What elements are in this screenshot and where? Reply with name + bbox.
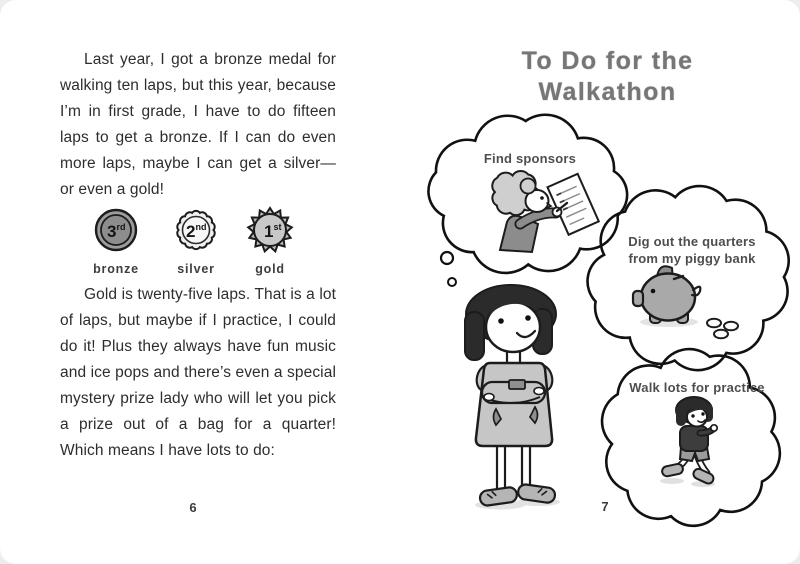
medal-label-gold: gold <box>255 262 285 276</box>
bubble-label-piggy-bank-line-1: Dig out the quarters <box>628 234 756 249</box>
hair-side <box>676 406 686 426</box>
cuff <box>509 380 525 389</box>
bubble-label-piggy-bank <box>602 233 782 267</box>
quarter-coin <box>724 322 738 331</box>
eye <box>691 414 694 417</box>
eye <box>701 412 704 415</box>
hand <box>484 394 494 401</box>
eye <box>540 196 544 200</box>
medal-place-suffix: st <box>273 222 282 232</box>
bubble-label-piggy-bank-line-2: from my piggy bank <box>628 251 756 266</box>
page-number-left: 6 <box>189 500 197 515</box>
chapter-title-line-2: Walkathon <box>538 78 677 106</box>
quarter-coin <box>714 330 728 339</box>
chapter-title-line-1: To Do for the <box>521 47 694 75</box>
eye <box>498 318 504 324</box>
medal-place-number: 2 <box>186 222 196 241</box>
hand <box>534 388 544 395</box>
pig-eye <box>651 289 656 294</box>
hair-curl <box>521 179 536 194</box>
pig-body <box>641 274 695 321</box>
medal-place-suffix: rd <box>116 222 126 232</box>
hand <box>711 425 717 431</box>
bubble-label-walk-practice: Walk lots for practice <box>629 380 765 395</box>
medal-label-silver: silver <box>177 262 215 276</box>
medal-place-suffix: nd <box>195 222 207 232</box>
shadow <box>660 478 684 484</box>
story-paragraph-1: Last year, I got a bronze medal for walking ten laps, but this year, because I’m in first grade, I have to do fifteen laps to get a bronze. If I can do even more laps, maybe I can get a silver— or even a gold! <box>60 51 336 198</box>
medal-place-number: 1 <box>264 222 274 241</box>
chapter-title <box>455 46 760 108</box>
quarter-coin <box>707 319 721 328</box>
medal-place-number: 3 <box>107 222 117 241</box>
bubble-label-find-sponsors: Find sponsors <box>483 151 577 166</box>
pig-snout <box>633 291 643 306</box>
main-character-girl <box>465 285 560 510</box>
medal-label-bronze: bronze <box>93 262 139 276</box>
thought-trail-dot-small <box>448 278 456 286</box>
thought-trail-dot-large <box>441 252 453 264</box>
eye <box>525 315 531 321</box>
story-paragraph-2: Gold is twenty-five laps. That is a lot of laps, but maybe if I practice, I could do it! Plus they always have fun music and ice pops and there’s even a special mystery prize lady who will let you pick a prize out of a bag for a quarter! Which means I have lots to do: <box>60 286 336 459</box>
leg <box>497 440 505 495</box>
hair-side <box>465 312 484 360</box>
dress <box>476 363 552 446</box>
page-number-right: 7 <box>601 499 609 514</box>
